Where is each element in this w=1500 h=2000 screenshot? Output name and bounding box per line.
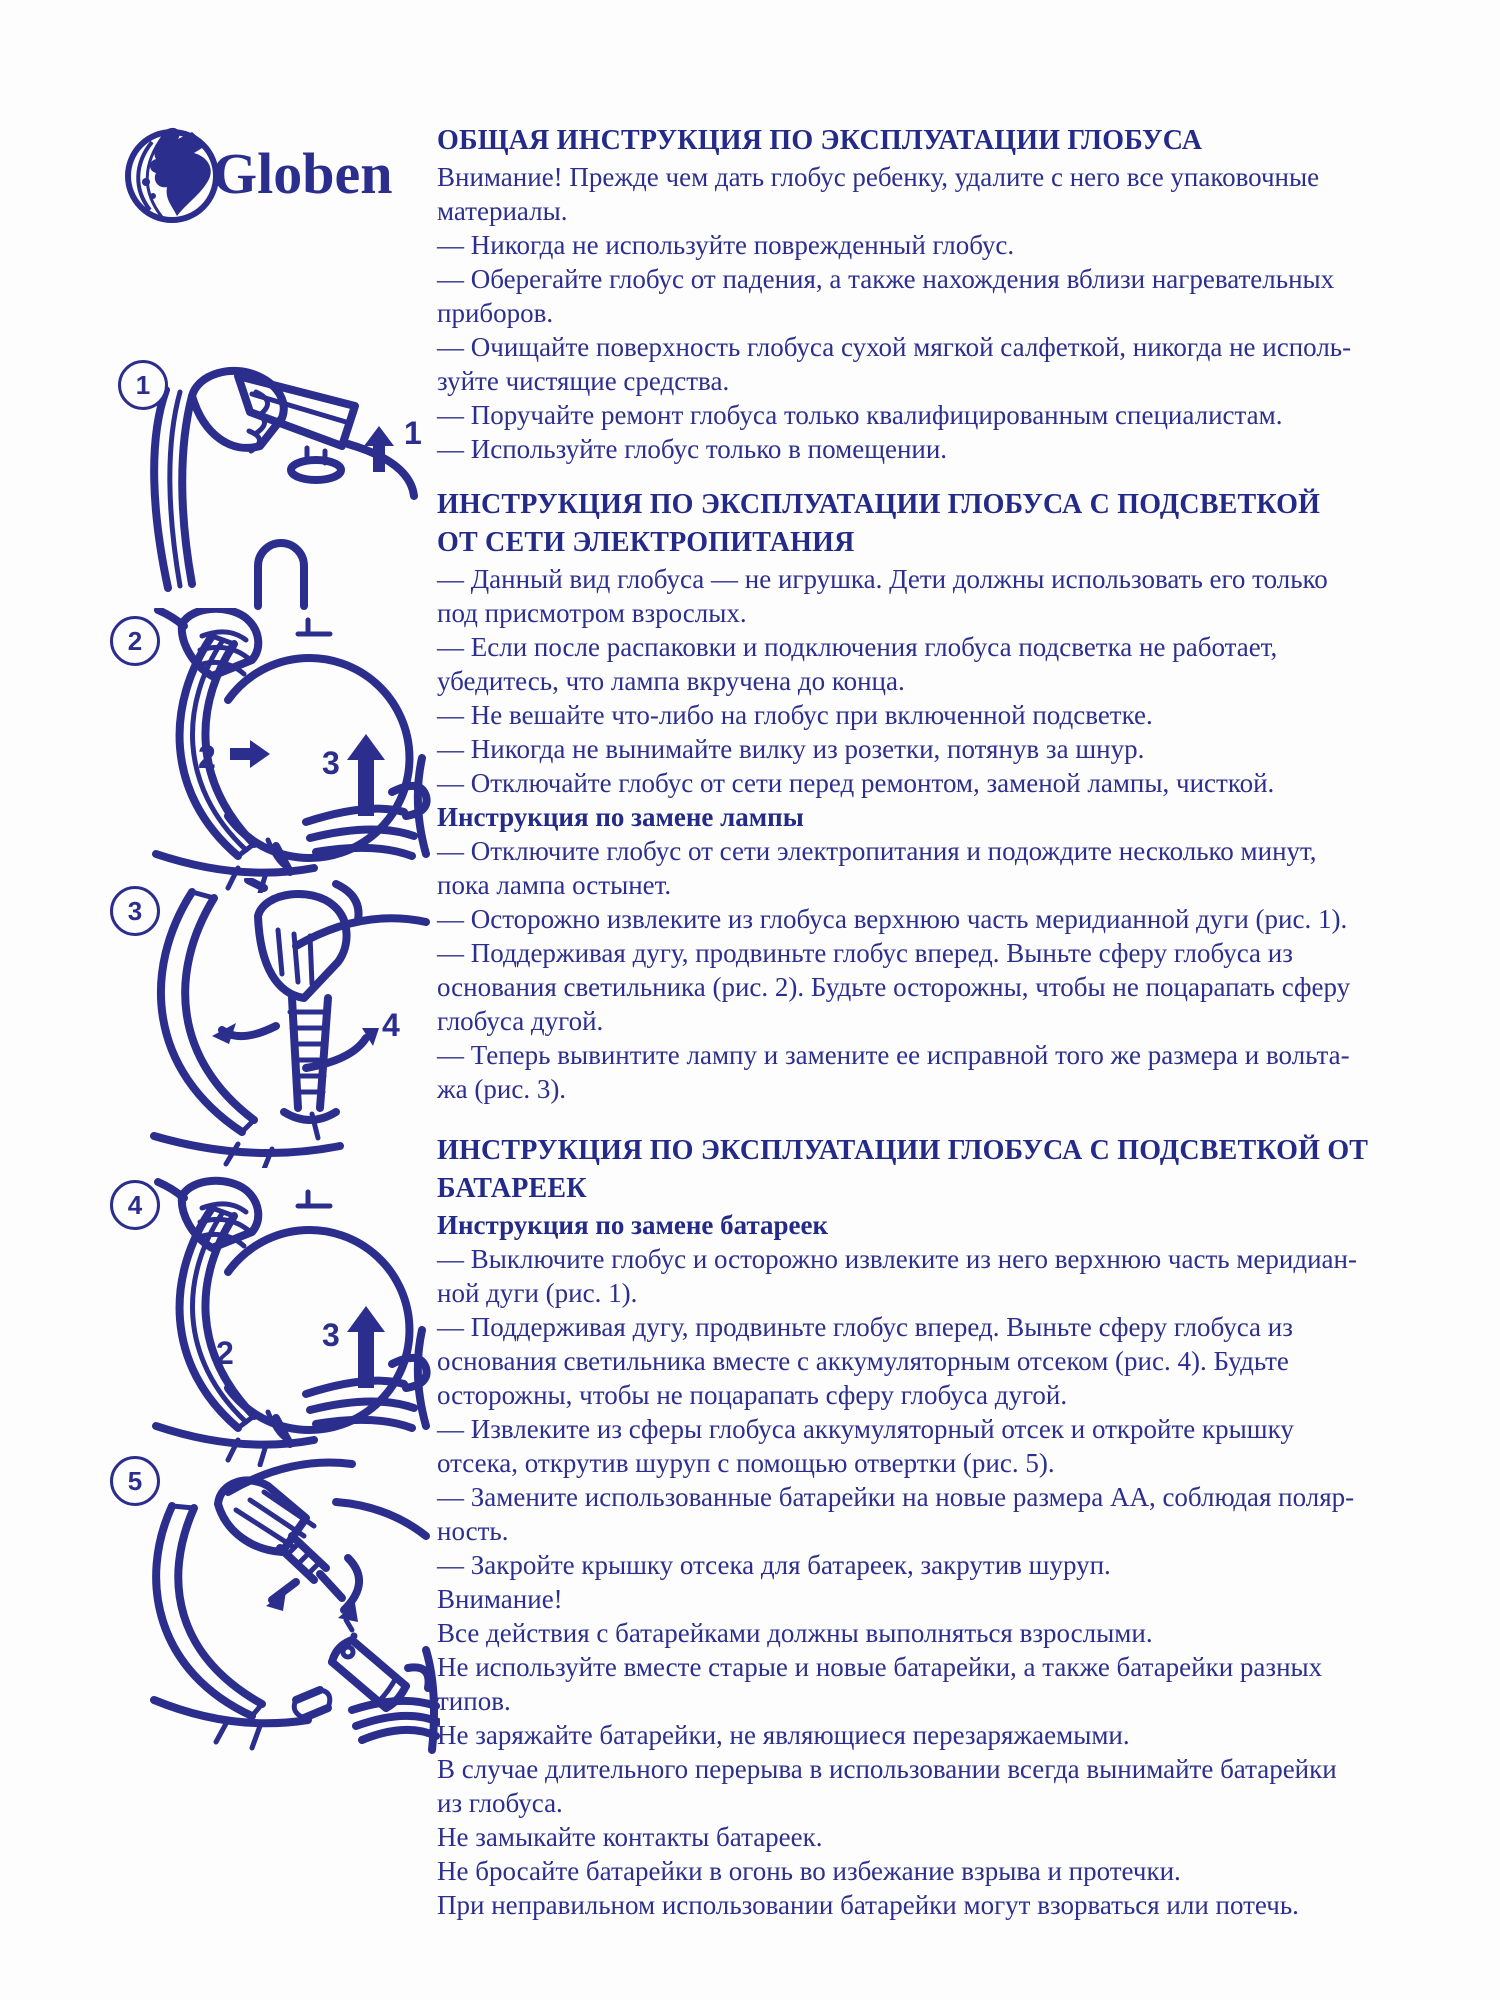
text-line: Не заряжайте батарейки, не являющиеся перезаряжаемыми.	[437, 1720, 1130, 1750]
text-line: — Теперь вывинтите лампу и замените ее исправной того же размера и вольта-	[437, 1040, 1350, 1070]
arrow-2	[230, 740, 270, 768]
text-line: — Отключайте глобус от сети перед ремонтом, заменой лампы, чисткой.	[437, 768, 1275, 798]
figure-3	[100, 878, 435, 1168]
subheading-line: Инструкция по замене лампы	[437, 802, 804, 832]
figure-4-badge: 4	[110, 1180, 160, 1230]
figure-4-callout-2: 2	[216, 1335, 234, 1371]
brand-text: Globen	[212, 141, 393, 206]
text-line: осторожны, чтобы не поцарапать сферу глобуса дугой.	[437, 1380, 1068, 1410]
figure-2-callout-2: 2	[198, 739, 216, 775]
base-curve	[154, 1136, 340, 1153]
pin	[291, 460, 341, 480]
heading-line: ОБЩАЯ ИНСТРУКЦИЯ ПО ЭКСПЛУАТАЦИИ ГЛОБУСА	[437, 125, 1203, 156]
text-line: жа (рис. 3).	[437, 1074, 567, 1104]
text-line: пока лампа остынет.	[437, 870, 672, 900]
figure-1-badge: 1	[118, 360, 168, 410]
text-line: — Поддерживая дугу, продвиньте глобус вперед. Выньте сферу глобуса из	[437, 1312, 1293, 1342]
heading-line: ИНСТРУКЦИЯ ПО ЭКСПЛУАТАЦИИ ГЛОБУСА С ПОДСВЕТКОЙ ОТ	[437, 1135, 1369, 1166]
text-line: — Поручайте ремонт глобуса только квалифицированным специалистам.	[437, 400, 1283, 430]
figure-3-badge: 3	[110, 886, 160, 936]
text-line: материалы.	[437, 196, 568, 226]
text-line: типов.	[437, 1686, 511, 1716]
text-line: основания светильника (рис. 2). Будьте осторожны, чтобы не поцарапать сферу	[437, 972, 1351, 1002]
figure-5-badge: 5	[110, 1456, 160, 1506]
figure-2-callout-3: 3	[322, 745, 340, 781]
text-line: Внимание! Прежде чем дать глобус ребенку, удалите с него все упаковочные	[437, 162, 1320, 192]
text-line: — Оберегайте глобус от падения, а также нахождения вблизи нагревательных	[437, 264, 1335, 294]
text-column	[437, 122, 1422, 1922]
section-mains-power	[437, 486, 1422, 1106]
text-line: ность.	[437, 1516, 509, 1546]
text-line: приборов.	[437, 298, 554, 328]
globe-icon	[120, 122, 224, 226]
heading-line: ИНСТРУКЦИЯ ПО ЭКСПЛУАТАЦИИ ГЛОБУСА С ПОДСВЕТКОЙ	[437, 489, 1321, 520]
text-line: Не используйте вместе старые и новые батарейки, а также батарейки разных	[437, 1652, 1323, 1682]
text-line: — Очищайте поверхность глобуса сухой мягкой салфеткой, никогда не исполь-	[437, 332, 1352, 362]
text-line: — Закройте крышку отсека для батареек, закрутив шуруп.	[437, 1550, 1111, 1580]
arrow-3	[347, 734, 385, 816]
text-line: Не замыкайте контакты батареек.	[437, 1822, 823, 1852]
screwdriver-shaft	[320, 1574, 342, 1598]
figure-2	[100, 608, 435, 893]
text-line: под присмотром взрослых.	[437, 598, 747, 628]
figure-5	[100, 1448, 440, 1793]
figure-4-callout-3: 3	[322, 1317, 340, 1353]
text-line: Внимание!	[437, 1584, 563, 1614]
text-line: убедитесь, что лампа вкручена до конца.	[437, 666, 905, 696]
text-line: основания светильника вместе с аккумуляторным отсеком (рис. 4). Будьте	[437, 1346, 1289, 1376]
figure-4	[100, 1172, 435, 1472]
text-line: — Никогда не вынимайте вилку из розетки, потянув за шнур.	[437, 734, 1145, 764]
text-line: ной дуги (рис. 1).	[437, 1278, 638, 1308]
figure-1	[108, 352, 428, 612]
section-general	[437, 122, 1422, 466]
figure-1-callout-1: 1	[404, 415, 422, 451]
text-line: — Извлеките из сферы глобуса аккумуляторный отсек и откройте крышку	[437, 1414, 1294, 1444]
text-line: — Осторожно извлеките из глобуса верхнюю часть меридианной дуги (рис. 1).	[437, 904, 1348, 934]
subheading-line: Инструкция по замене батареек	[437, 1210, 829, 1240]
text-line: — Используйте глобус только в помещении.	[437, 434, 948, 464]
text-line: — Выключите глобус и осторожно извлеките из него верхнюю часть меридиан-	[437, 1244, 1357, 1274]
text-line: При неправильном использовании батарейки могут взорваться или потечь.	[437, 1890, 1299, 1920]
text-line: — Никогда не используйте поврежденный глобус.	[437, 230, 1015, 260]
text-line: отсека, открутив шуруп с помощью отвертки (рис. 5).	[437, 1448, 1055, 1478]
figure-2-badge: 2	[110, 616, 160, 666]
text-line: — Если после распаковки и подключения глобуса подсветка не работает,	[437, 632, 1278, 662]
arrow-3	[347, 1306, 385, 1388]
text-line: зуйте чистящие средства.	[437, 366, 730, 396]
arc-slot	[258, 543, 304, 606]
figure-3-callout-4: 4	[382, 1007, 400, 1043]
text-line: — Не вешайте что-либо на глобус при включенной подсветке.	[437, 700, 1153, 730]
text-line: В случае длительного перерыва в использовании всегда вынимайте батарейки	[437, 1754, 1337, 1784]
globen-logo	[120, 122, 393, 226]
text-line: глобуса дугой.	[437, 1006, 604, 1036]
text-line: Не бросайте батарейки в огонь во избежание взрыва и протечки.	[437, 1856, 1181, 1886]
text-line: — Поддерживая дугу, продвиньте глобус вперед. Выньте сферу глобуса из	[437, 938, 1293, 968]
text-line: — Данный вид глобуса — не игрушка. Дети должны использовать его только	[437, 564, 1328, 594]
heading-line: ОТ СЕТИ ЭЛЕКТРОПИТАНИЯ	[437, 527, 855, 558]
heading-line: БАТАРЕЕК	[437, 1173, 587, 1204]
text-line: — Замените использованные батарейки на новые размера АА, соблюдая поляр-	[437, 1482, 1355, 1512]
text-line: Все действия с батарейками должны выполняться взрослыми.	[437, 1618, 1153, 1648]
text-line: — Отключите глобус от сети электропитания и подождите несколько минут,	[437, 836, 1317, 866]
arm-line	[154, 390, 168, 588]
text-line: из глобуса.	[437, 1788, 563, 1818]
section-battery-power	[437, 1132, 1422, 1922]
